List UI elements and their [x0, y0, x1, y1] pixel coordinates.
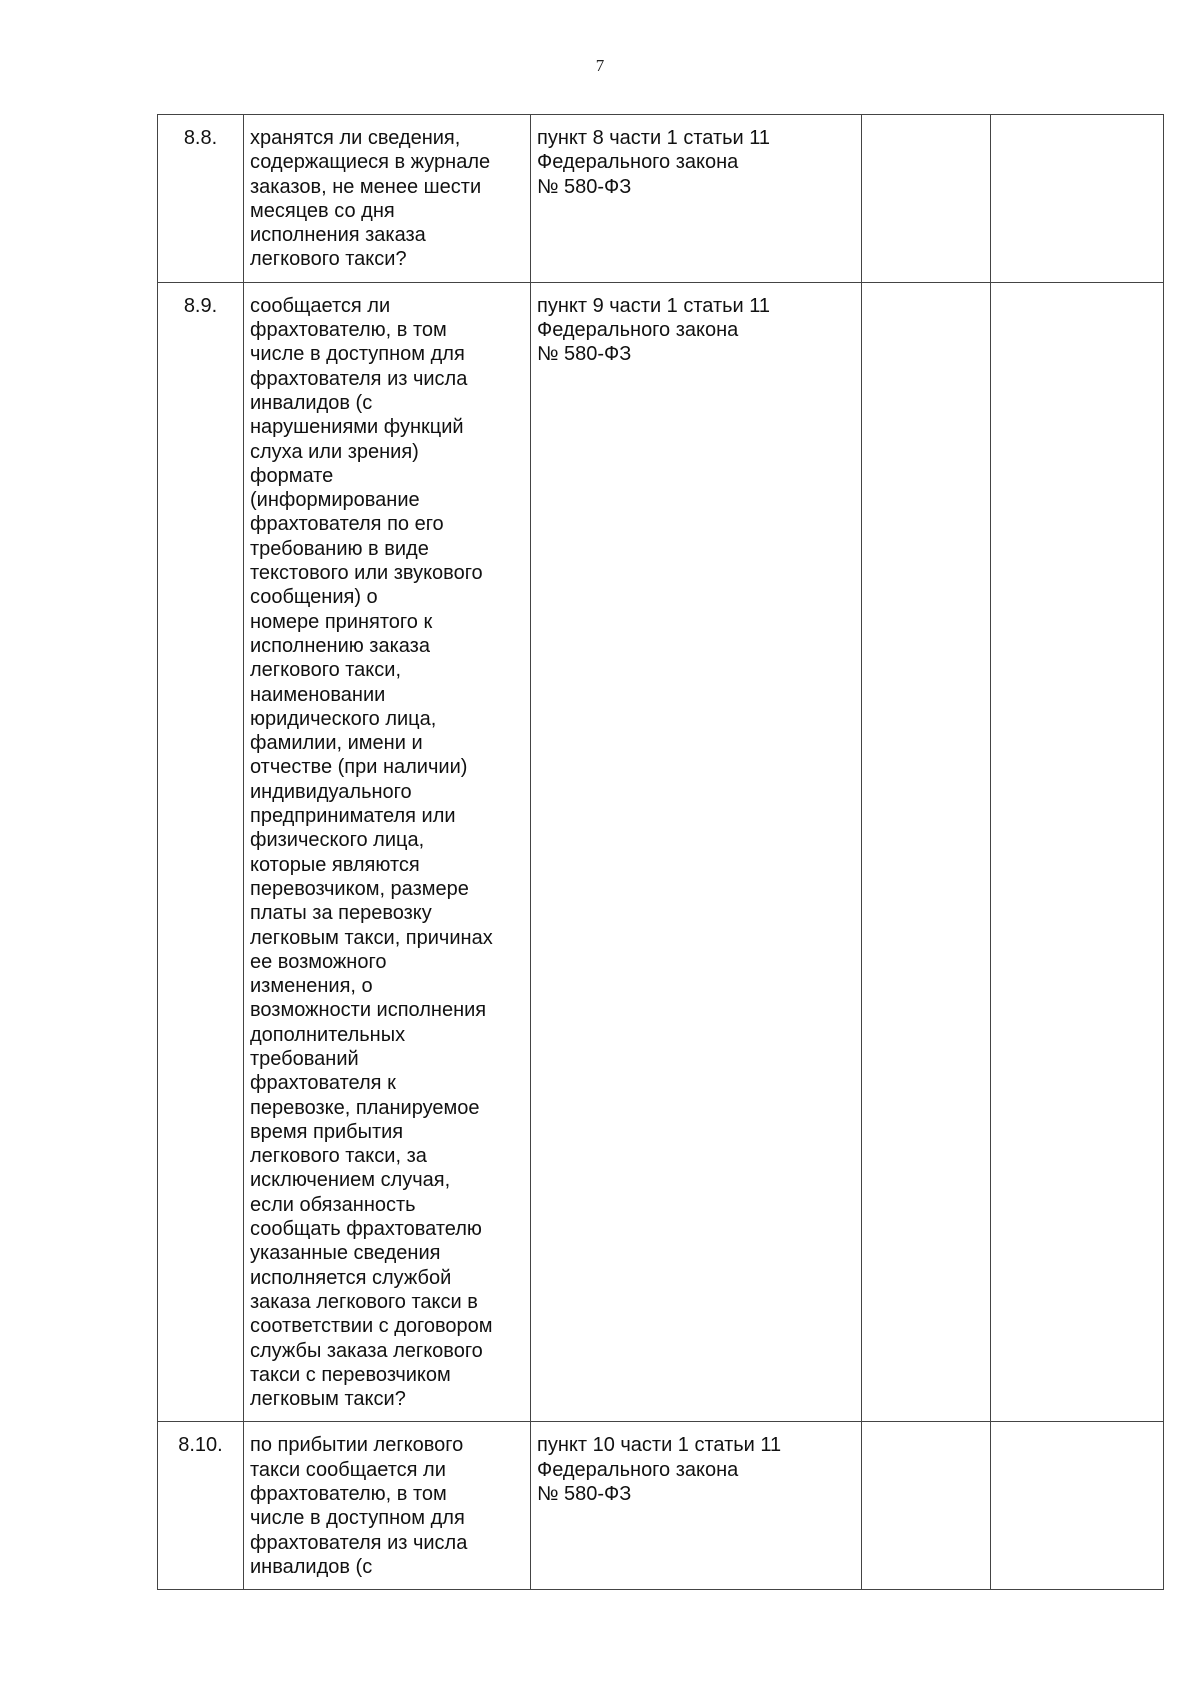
answer-cell [862, 282, 991, 1422]
checklist-table [157, 114, 1164, 1590]
legal-reference-cell: пункт 8 части 1 статьи 11 Федерального закона № 580-ФЗ [531, 115, 862, 283]
item-number: 8.8. [158, 115, 244, 283]
question-cell: сообщается ли фрахтователю, в том числе в доступном для фрахтователя из числа инвалидов (с нарушениями функций слуха или зрения) формате (информирование фрахтователя по его требованию в виде текстового или звукового сообщения) о номере принятого к исполнению заказа легкового такси, наименовании юридического лица, фамилии, имени и отчестве (при наличии) индивидуального предпринимателя или физического лица, которые являются перевозчиком, размере платы за перевозку легковым такси, причинах ее возможного изменения, о возможности исполнения дополнительных требований фрахтователя к перевозке, планируемое время прибытия легкового такси, за исключением случая, если обязанность сообщать фрахтователю указанные сведения исполняется службой заказа легкового такси в соответствии с договором службы заказа легкового такси с перевозчиком легковым такси? [244, 282, 531, 1422]
table-row [158, 115, 1164, 283]
notes-cell [991, 282, 1164, 1422]
question-cell: хранятся ли сведения, содержащиеся в журнале заказов, не менее шести месяцев со дня исполнения заказа легкового такси? [244, 115, 531, 283]
question-cell: по прибытии легкового такси сообщается ли фрахтователю, в том числе в доступном для фрахтователя из числа инвалидов (с [244, 1422, 531, 1590]
item-number: 8.9. [158, 282, 244, 1422]
page-number: 7 [595, 56, 605, 75]
legal-reference-cell: пункт 9 части 1 статьи 11 Федерального закона № 580-ФЗ [531, 282, 862, 1422]
notes-cell [991, 1422, 1164, 1590]
item-number: 8.10. [158, 1422, 244, 1590]
legal-reference-cell: пункт 10 части 1 статьи 11 Федерального закона № 580-ФЗ [531, 1422, 862, 1590]
table-row [158, 282, 1164, 1422]
notes-cell [991, 115, 1164, 283]
table-row [158, 1422, 1164, 1590]
answer-cell [862, 115, 991, 283]
answer-cell [862, 1422, 991, 1590]
